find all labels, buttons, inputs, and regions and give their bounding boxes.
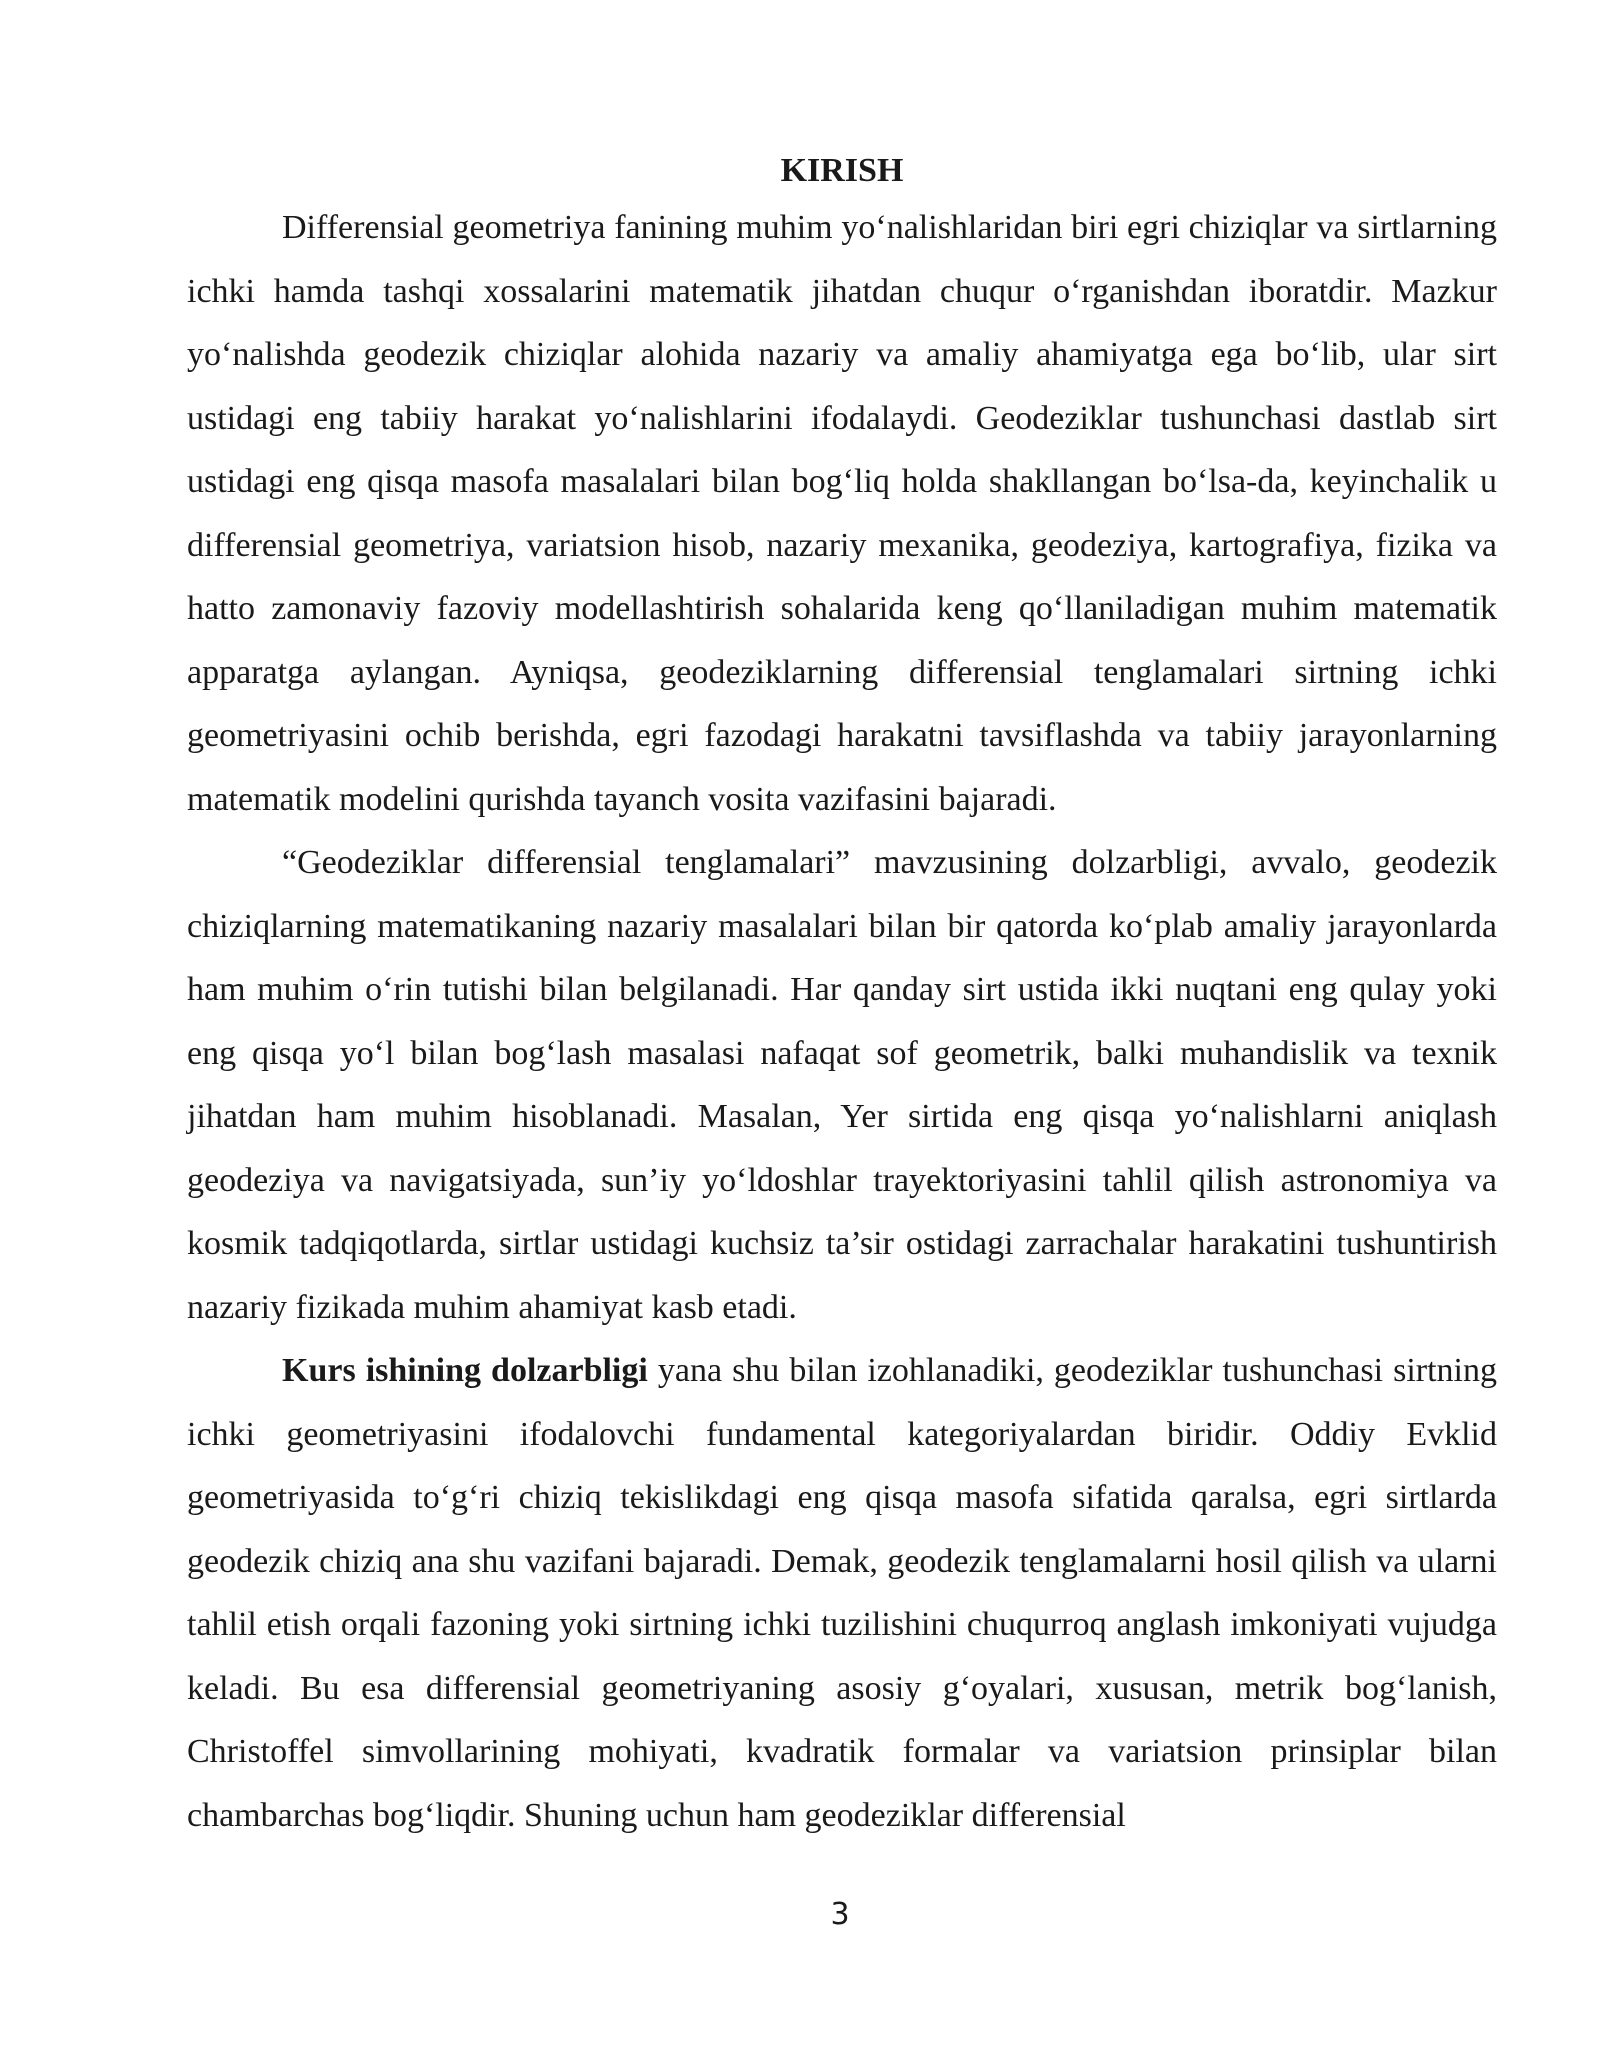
paragraph-text: yana shu bilan izohlanadiki, geodeziklar tushunchasi sirtning ichki geometriyasini ifodalovchi fundamental kategoriyalardan biridir. Oddiy Evklid geometriyasida to‘g‘ri chiziq tekislikdagi eng qisqa masofa sifatida qaralsa, egri sirtlarda geodezik chiziq ana shu vazifani bajaradi. Demak, geodezik tenglamalarni hosil qilish va ularni tahlil etish orqali fazoning yoki sirtning ichki tuzilishini chuqurroq anglash imkoniyati vujudga keladi. Bu esa differensial geometriyaning asosiy g‘oyalari, xususan, metrik bog‘lanish, Christoffel simvollarining mohiyati, kvadratik formalar va variatsion prinsiplar bilan chambarchas bog‘liqdir. Shuning uchun ham geodeziklar differensial [187, 1352, 1497, 1834]
paragraph-text: Differensial geometriya fanining muhim yo‘nalishlaridan biri egri chiziqlar va sirtlarning ichki hamda tashqi xossalarini matematik jihatdan chuqur o‘rganishdan iboratdir. Mazkur yo‘nalishda geodezik chiziqlar alohida nazariy va amaliy ahamiyatga ega bo‘lib, ular sirt ustidagi eng tabiiy harakat yo‘nalishlarini ifodalaydi. Geodeziklar tushunchasi dastlab sirt ustidagi eng qisqa masofa masalalari bilan bog‘liq holda shakllangan bo‘lsa-da, keyinchalik u differensial geometriya, variatsion hisob, nazariy mexanika, geodeziya, kartografiya, fizika va hatto zamonaviy fazoviy modellashtirish sohalarida keng qo‘llaniladigan muhim matematik apparatga aylangan. Ayniqsa, geodeziklarning differensial tenglamalari sirtning ichki geometriyasini ochib berishda, egri fazodagi harakatni tavsiflashda va tabiiy jarayonlarning matematik modelini qurishda tayanch vosita vazifasini bajaradi. [187, 209, 1497, 818]
document-body [187, 146, 1497, 1847]
paragraph-lead-bold: Kurs ishining dolzarbligi [282, 1352, 648, 1389]
paragraph-topic-relevance [187, 831, 1497, 1339]
section-heading: KIRISH [780, 152, 904, 189]
paragraph-introduction [187, 196, 1497, 831]
page-number: 3 [830, 1897, 850, 1932]
paragraph-course-relevance [187, 1339, 1497, 1847]
paragraph-text: “Geodeziklar differensial tenglamalari” mavzusining dolzarbligi, avvalo, geodezik chiziqlarning matematikaning nazariy masalalari bilan bir qatorda ko‘plab amaliy jarayonlarda ham muhim o‘rin tutishi bilan belgilanadi. Har qanday sirt ustida ikki nuqtani eng qulay yoki eng qisqa yo‘l bilan bog‘lash masalasi nafaqat sof geometrik, balki muhandislik va texnik jihatdan ham muhim hisoblanadi. Masalan, Yer sirtida eng qisqa yo‘nalishlarni aniqlash geodeziya va navigatsiyada, sun’iy yo‘ldoshlar trayektoriyasini tahlil qilish astronomiya va kosmik tadqiqotlarda, sirtlar ustidagi kuchsiz ta’sir ostidagi zarrachalar harakatini tushuntirish nazariy fizikada muhim ahamiyat kasb etadi. [187, 844, 1497, 1326]
